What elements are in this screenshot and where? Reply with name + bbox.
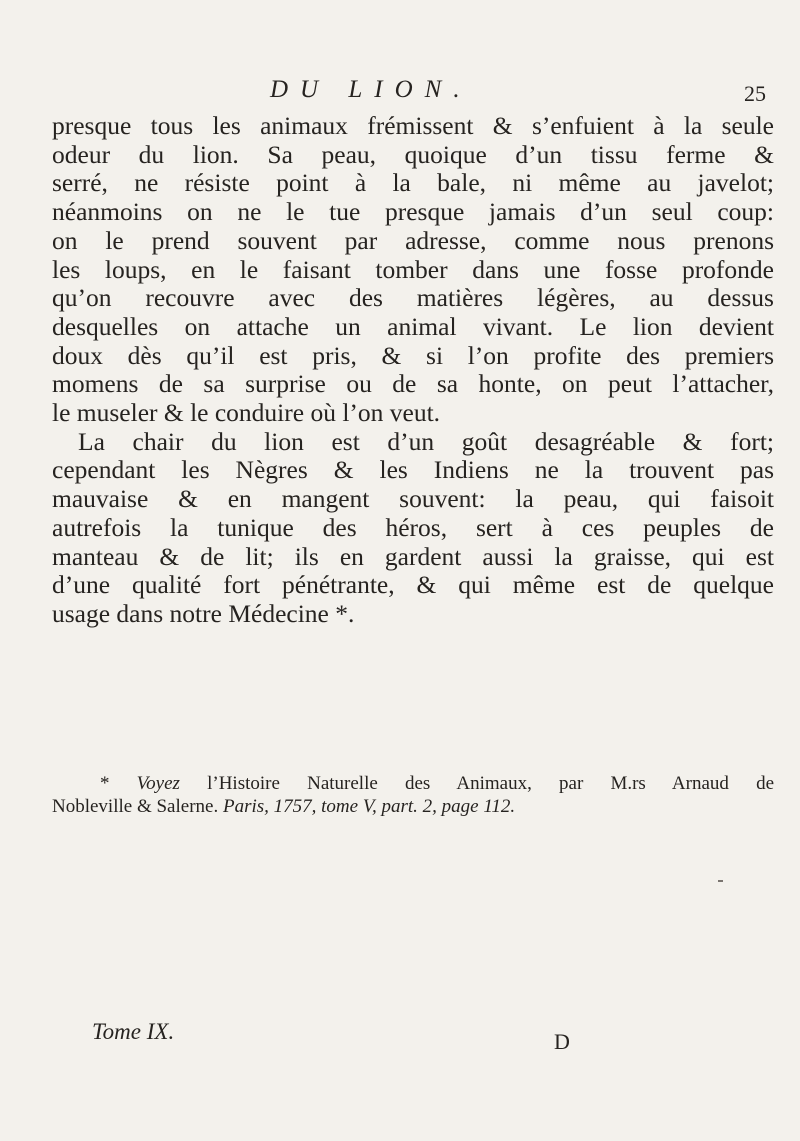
text-line: odeur du lion. Sa peau, quoique d’un tissu ferme & bbox=[52, 139, 774, 169]
footnote-line bbox=[52, 795, 774, 818]
text-line: usage dans notre Médecine *. bbox=[52, 598, 355, 628]
signature-mark: D bbox=[554, 1029, 570, 1054]
text-line: les loups, en le faisant tomber dans une fosse profonde bbox=[52, 254, 774, 284]
text-line: mauvaise & en mangent souvent: la peau, qui faisoit bbox=[52, 484, 774, 514]
footnote-line1-text: l’Histoire Naturelle des Animaux, par M.rs Arnaud de bbox=[207, 773, 775, 794]
text-line: qu’on recouvre avec des matières légères, au dessus bbox=[52, 283, 774, 313]
text-line: le museler & le conduire où l’on veut. bbox=[52, 398, 441, 428]
text-line: autrefois la tunique des héros, sert à ces peuples de bbox=[52, 512, 774, 542]
footnote bbox=[52, 772, 774, 818]
text-line: presque tous les animaux frémissent & s’enfuient à la seule bbox=[52, 111, 774, 140]
footnote-marker: * bbox=[100, 773, 110, 794]
text-line: cependant les Nègres & les Indiens ne la trouvent pas bbox=[52, 455, 774, 485]
running-title: DU LION. bbox=[270, 76, 472, 103]
footnote-voyez: Voyez bbox=[136, 773, 180, 794]
text-line: d’une qualité fort pénétrante, & qui même est de quelque bbox=[52, 570, 774, 600]
text-line: doux dès qu’il est pris, & si l’on profite des premiers bbox=[52, 340, 774, 370]
footnote-line2-text: Nobleville & Salerne. bbox=[52, 796, 219, 817]
body-text bbox=[52, 112, 774, 629]
text-line: néanmoins on ne le tue presque jamais d’un seul coup: bbox=[52, 197, 774, 227]
text-line: momens de sa surprise ou de sa honte, on peut l’attacher, bbox=[52, 369, 774, 399]
text-line: on le prend souvent par adresse, comme nous prenons bbox=[52, 225, 774, 255]
footnote-line bbox=[52, 772, 774, 795]
text-line: La chair du lion est d’un goût desagréable & fort; bbox=[78, 426, 774, 456]
page-number: 25 bbox=[744, 81, 766, 106]
text-line: manteau & de lit; ils en gardent aussi la graisse, qui est bbox=[52, 541, 774, 571]
footnote-citation: Paris, 1757, tome V, part. 2, page 112. bbox=[222, 796, 516, 817]
text-line: serré, ne résiste point à la bale, ni même au javelot; bbox=[52, 168, 774, 198]
print-mark bbox=[718, 880, 723, 882]
text-line: desquelles on attache un animal vivant. Le lion devient bbox=[52, 311, 774, 341]
running-head bbox=[0, 75, 800, 105]
tome-label: Tome IX. bbox=[92, 1019, 175, 1044]
